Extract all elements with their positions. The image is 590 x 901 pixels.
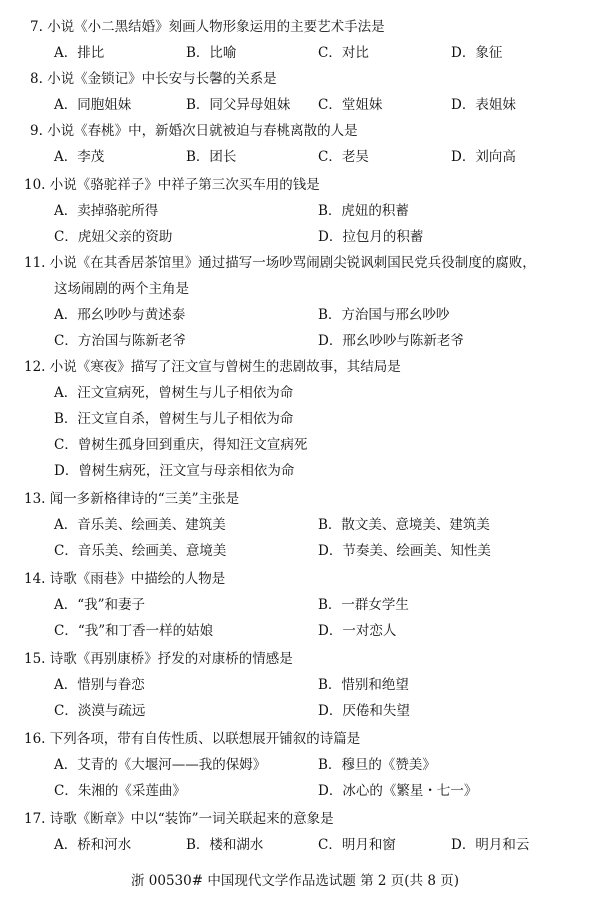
option-a: A．卖掉骆驼所得 <box>54 203 159 219</box>
question-number: 13. <box>24 491 46 507</box>
option-c: C．堂姐妹 <box>318 97 383 113</box>
question-stem <box>30 118 570 144</box>
option-b: B．散文美、意境美、建筑美 <box>318 517 490 533</box>
option-a: A．汪文宣病死，曾树生与儿子相依为命 <box>54 385 294 401</box>
option-b: B．比喻 <box>186 45 237 61</box>
option-d: D．象征 <box>451 45 503 61</box>
question-stem <box>24 566 564 592</box>
question-text: 小说《寒夜》描写了汪文宣与曾树生的悲剧故事，其结局是 <box>49 359 401 375</box>
option-b: B．汪文宣自杀，曾树生与儿子相依为命 <box>54 411 294 427</box>
option-d: D．刘向高 <box>451 149 516 165</box>
question-text: 小说《小二黑结婚》刻画人物形象运用的主要艺术手法是 <box>47 19 385 35</box>
question-text-continued: 这场闹剧的两个主角是 <box>54 281 189 297</box>
option-c: C．对比 <box>318 45 369 61</box>
question-number: 14. <box>24 571 46 587</box>
question-stem <box>30 66 570 92</box>
question-stem <box>24 172 564 198</box>
question-text: 诗歌《雨巷》中描绘的人物是 <box>49 571 226 587</box>
option-a: A．惜别与眷恋 <box>54 677 145 693</box>
question-number: 16. <box>24 731 46 747</box>
question-text: 诗歌《断章》中以“装饰”一词关联起来的意象是 <box>49 811 334 827</box>
option-d: D．冰心的《繁星・七一》 <box>318 783 478 799</box>
option-a: A．桥和河水 <box>54 837 132 853</box>
question-number: 17. <box>24 811 46 827</box>
page-footer: 浙 00530# 中国现代文学作品选试题 第 2 页(共 8 页) <box>130 873 459 889</box>
option-a: A．李茂 <box>54 149 105 165</box>
question-number: 9. <box>30 123 43 139</box>
option-c: C．老吴 <box>318 149 369 165</box>
option-a: A．同胞姐妹 <box>54 97 132 113</box>
question-stem <box>24 726 564 752</box>
option-d: D．明月和云 <box>451 837 530 853</box>
option-d: D．曾树生病死，汪文宣与母亲相依为命 <box>54 463 295 479</box>
question-number: 15. <box>24 651 46 667</box>
question-text: 小说《金锁记》中长安与长馨的关系是 <box>47 71 277 87</box>
question-stem <box>24 806 564 832</box>
option-d: D．拉包月的积蓄 <box>318 229 424 245</box>
option-c: C．曾树生孤身回到重庆，得知汪文宣病死 <box>54 437 308 453</box>
option-a: A．排比 <box>54 45 105 61</box>
question-text: 闻一多新格律诗的“三美”主张是 <box>49 491 240 507</box>
question-stem <box>30 14 570 40</box>
option-d: D．邢幺吵吵与陈新老爷 <box>318 333 464 349</box>
option-b: B．团长 <box>186 149 237 165</box>
question-number: 11. <box>24 255 46 271</box>
question-text: 诗歌《再别康桥》抒发的对康桥的情感是 <box>49 651 293 667</box>
option-c: C．方治国与陈新老爷 <box>54 333 186 349</box>
option-b: B．穆旦的《赞美》 <box>318 757 436 773</box>
option-d: D．节奏美、绘画美、知性美 <box>318 543 491 559</box>
question-text: 小说《骆驼祥子》中祥子第三次买车用的钱是 <box>49 177 320 193</box>
question-number: 12. <box>24 359 46 375</box>
option-b: B．方治国与邢幺吵吵 <box>318 307 450 323</box>
option-c: C．淡漠与疏远 <box>54 703 146 719</box>
option-c: C．音乐美、绘画美、意境美 <box>54 543 227 559</box>
option-a: A．邢幺吵吵与黄述泰 <box>54 307 186 323</box>
option-a: A．艾青的《大堰河——我的保姆》 <box>54 757 267 773</box>
question-text: 小说《春桃》中，新婚次日就被迫与春桃离散的人是 <box>47 123 358 139</box>
question-stem <box>24 646 564 672</box>
option-b: B．同父异母姐妹 <box>186 97 291 113</box>
question-stem <box>24 354 564 380</box>
question-stem <box>24 486 564 512</box>
option-b: B．虎妞的积蓄 <box>318 203 409 219</box>
option-d: D．表姐妹 <box>451 97 516 113</box>
option-c: C．朱湘的《采莲曲》 <box>54 783 186 799</box>
question-text: 下列各项，带有自传性质、以联想展开铺叙的诗篇是 <box>49 731 361 747</box>
question-text: 小说《在其香居茶馆里》通过描写一场吵骂闹剧尖锐讽刺国民党兵役制度的腐败， <box>49 255 536 271</box>
option-c: C．明月和窗 <box>318 837 396 853</box>
option-d: D．厌倦和失望 <box>318 703 410 719</box>
question-number: 8. <box>30 71 43 87</box>
question-number: 7. <box>30 19 43 35</box>
option-b: B．惜别和绝望 <box>318 677 409 693</box>
question-number: 10. <box>24 177 46 193</box>
option-c: C．“我”和丁香一样的姑娘 <box>54 623 214 639</box>
option-c: C．虎妞父亲的资助 <box>54 229 173 245</box>
option-d: D．一对恋人 <box>318 623 397 639</box>
option-a: A．音乐美、绘画美、建筑美 <box>54 517 226 533</box>
option-b: B．一群女学生 <box>318 597 409 613</box>
option-a: A．“我”和妻子 <box>54 597 146 613</box>
question-stem <box>24 250 564 276</box>
option-b: B．楼和湖水 <box>186 837 264 853</box>
